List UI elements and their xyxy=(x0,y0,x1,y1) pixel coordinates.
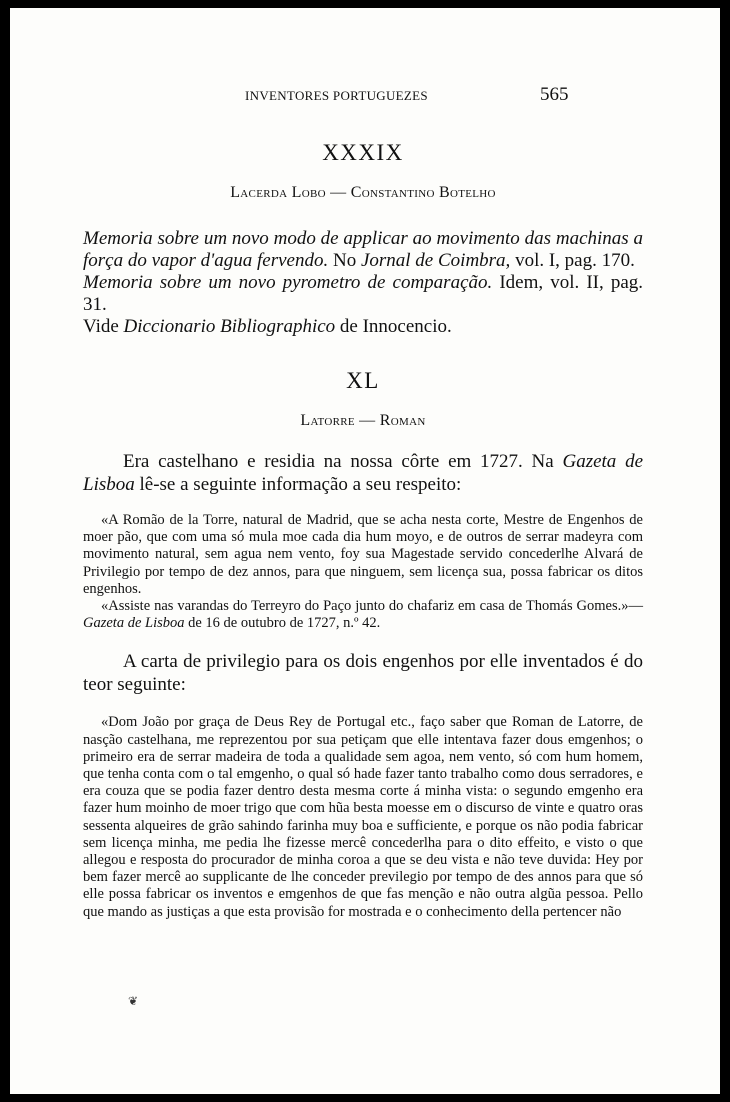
running-title: INVENTORES PORTUGUEZES xyxy=(245,88,428,103)
page-header xyxy=(10,84,720,112)
journal-title: Jornal de Coimbra, xyxy=(360,250,511,271)
intro-paragraph xyxy=(83,450,643,496)
section-title-xxxix: Lacerda Lobo — Constantino Botelho xyxy=(230,184,496,201)
entry-text: Idem, vol. II, pag. 31. xyxy=(83,272,643,315)
quote-text: de 16 de outubro de 1727, n.º 42. xyxy=(184,615,381,632)
entry-text: vol. I, pag. 170. xyxy=(510,250,635,271)
bibliography-entry xyxy=(83,272,643,316)
entry-title: Memoria sobre um novo pyrometro de comparação. xyxy=(83,272,493,293)
entry-title: Memoria sobre um novo modo de applicar ao movimento das machinas a força do vapor d'agua fervendo. xyxy=(83,228,643,271)
quote-paragraph: «A Romão de la Torre, natural de Madrid, que se acha nesta corte, Mestre de Engenhos de moer pão, que com uma só mula moe cada dia hum moyo, e de outros de serrar madeyra com movimento natural, sem agua nem vento, foy sua Magestade servido concederlhe Alvará de Privilegio por tempo de dez annos, para que ninguem, sem licença sua, possa fabricar os ditos engenhos. xyxy=(83,512,643,597)
quote-paragraph xyxy=(83,598,643,632)
privilege-charter-quote xyxy=(83,714,643,920)
intro-text: lê-se a seguinte informação a seu respeito: xyxy=(134,474,462,495)
bibliography-entry xyxy=(83,316,643,338)
section-number-xl: XL xyxy=(346,368,380,393)
gazette-quote xyxy=(83,512,643,632)
entry-title: Diccionario Bibliographico xyxy=(123,316,336,337)
quote-text: «Assiste nas varandas do Terreyro do Paço junto do chafariz em casa de Thomás Gomes.»— xyxy=(101,598,643,615)
section-number-xxxix: XXXIX xyxy=(322,140,404,165)
entry-text: No xyxy=(328,250,361,271)
bibliography-list xyxy=(83,228,643,338)
ornament-mark: ❦ xyxy=(128,994,139,1008)
entry-text: Vide xyxy=(83,316,124,337)
page-body xyxy=(83,140,643,921)
intro-text: Era castelhano e residia na nossa côrte em 1727. Na xyxy=(123,451,563,472)
section-title-xl: Latorre — Roman xyxy=(300,412,426,429)
gazette-citation: Gazeta de Lisboa xyxy=(83,615,185,632)
entry-text: de Innocencio. xyxy=(335,316,452,337)
book-page xyxy=(10,8,720,1094)
gazette-title: Gazeta de Lisboa xyxy=(83,451,644,495)
page-number: 565 xyxy=(540,84,569,105)
bibliography-entry xyxy=(83,228,643,272)
privilege-intro-paragraph: A carta de privilegio para os dois engenhos por elle inventados é do teor seguinte: xyxy=(83,651,643,696)
quote-paragraph: «Dom João por graça de Deus Rey de Portugal etc., faço saber que Roman de Latorre, de nasção castelhana, me reprezentou por sua petiçam que elle intentava fazer dous emgenhos; o primeiro era de serrar madeira de toda a qualidade sem agoa, nem vento, só com hum homem, que tenha conta com o tal emgenho, o qual só hade fazer tanto trabalho como dous serradores, e era couza que se podia fazer dentro desta mesma corte á minha vista: o segundo emgenho era fazer hum moinho de moer trigo que com hũa besta moesse em o discurso de vinte e quatro oras sessenta alqueires de grão sahindo farinha muy boa e sufficiente, e porque os não podia fabricar sem licença minha, me pedia lhe fizesse mercê concederlha para o dito effeito, e visto o que allegou e resposta do procurador de minha coroa a que se deu vista e não teve duvida: Hey por bem fazer mercê ao supplicante de lhe conceder previlegio por tempo de des annos para que só elle possa fabricar os inventos e emgenhos de que fas menção e não outra algũa pessoa. Pello que mando as justiças a que esta provisão for mostrada e o conhecimento della pertencer não xyxy=(83,714,643,920)
